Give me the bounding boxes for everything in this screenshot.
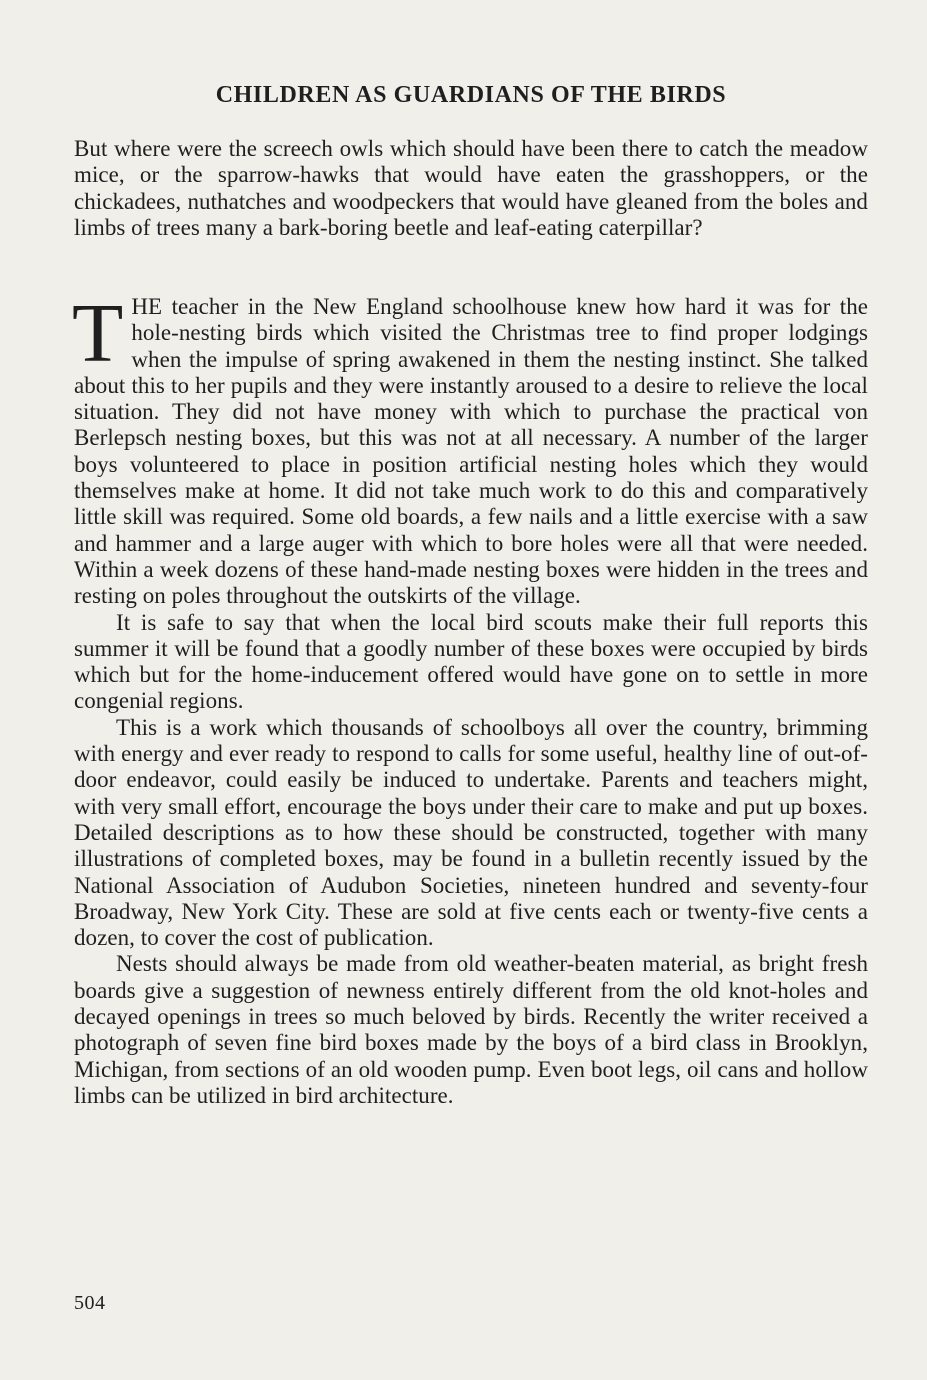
paragraph-bird-scouts: It is safe to say that when the local bird scouts make their full reports this summer it will be found that a goodly number of these boxes were occupied by birds which but for the home-inducement offered would have gone on to settle in more congenial regions.: [74, 609, 868, 714]
paragraph-text: But where were the screech owls which should have been there to catch the meadow mice, or the sparrow-hawks that would have eaten the grasshoppers, or the chickadees, nuthatches and woodpeckers that would have gleaned from the boles and limbs of trees many a bark-boring beetle and leaf-eating caterpillar?: [74, 136, 868, 240]
paragraph-text: HE teacher in the New England schoolhouse knew how hard it was for the hole-nesting birds which visited the Christmas tree to find proper lodgings when the impulse of spring awakened in them the nesting instinct. She talked about this to her pupils and they were instantly aroused to a desire to relieve the local situation. They did not have money with which to purchase the practical von Berlepsch nesting boxes, but this was not at all necessary. A number of the larger boys volunteered to place in position artificial nesting holes which they would themselves make at home. It did not take much work to do this and comparatively little skill was required. Some old boards, a few nails and a little exercise with a saw and hammer and a large auger with which to bore holes were all that were needed. Within a week dozens of these hand-made nesting boxes were hidden in the trees and resting on poles throughout the outskirts of the village.: [74, 294, 868, 609]
paragraph-nest-material: Nests should always be made from old weather-beaten material, as bright fresh boards give a suggestion of newness entirely different from the old knot-holes and decayed openings in trees so much beloved by birds. Recently the writer received a photograph of seven fine bird boxes made by the boys of a bird class in Brooklyn, Michigan, from sections of an old wooden pump. Even boot legs, oil cans and hollow limbs can be utilized in bird architecture.: [74, 951, 868, 1108]
dropcap-paragraph: [72, 287, 868, 610]
opening-paragraph: [74, 136, 868, 241]
running-title: CHILDREN AS GUARDIANS OF THE BIRDS: [215, 82, 727, 108]
page-number: 504: [74, 1292, 106, 1314]
drop-cap-letter: T: [72, 287, 124, 380]
paragraph-schoolboys: This is a work which thousands of schoolboys all over the country, brimming with energy and ever ready to respond to calls for some useful, healthy line of out-of-door endeavor, could easily be induced to undertake. Parents and teachers might, with very small effort, encourage the boys under their care to make and put up boxes. Detailed descriptions as to how these should be constructed, together with many illustrations of completed boxes, may be found in a bulletin recently issued by the National Association of Audubon Societies, nineteen hundred and seventy-four Broadway, New York City. These are sold at five cents each or twenty-five cents a dozen, to cover the cost of publication.: [74, 714, 868, 951]
main-text-block: [72, 287, 868, 1109]
